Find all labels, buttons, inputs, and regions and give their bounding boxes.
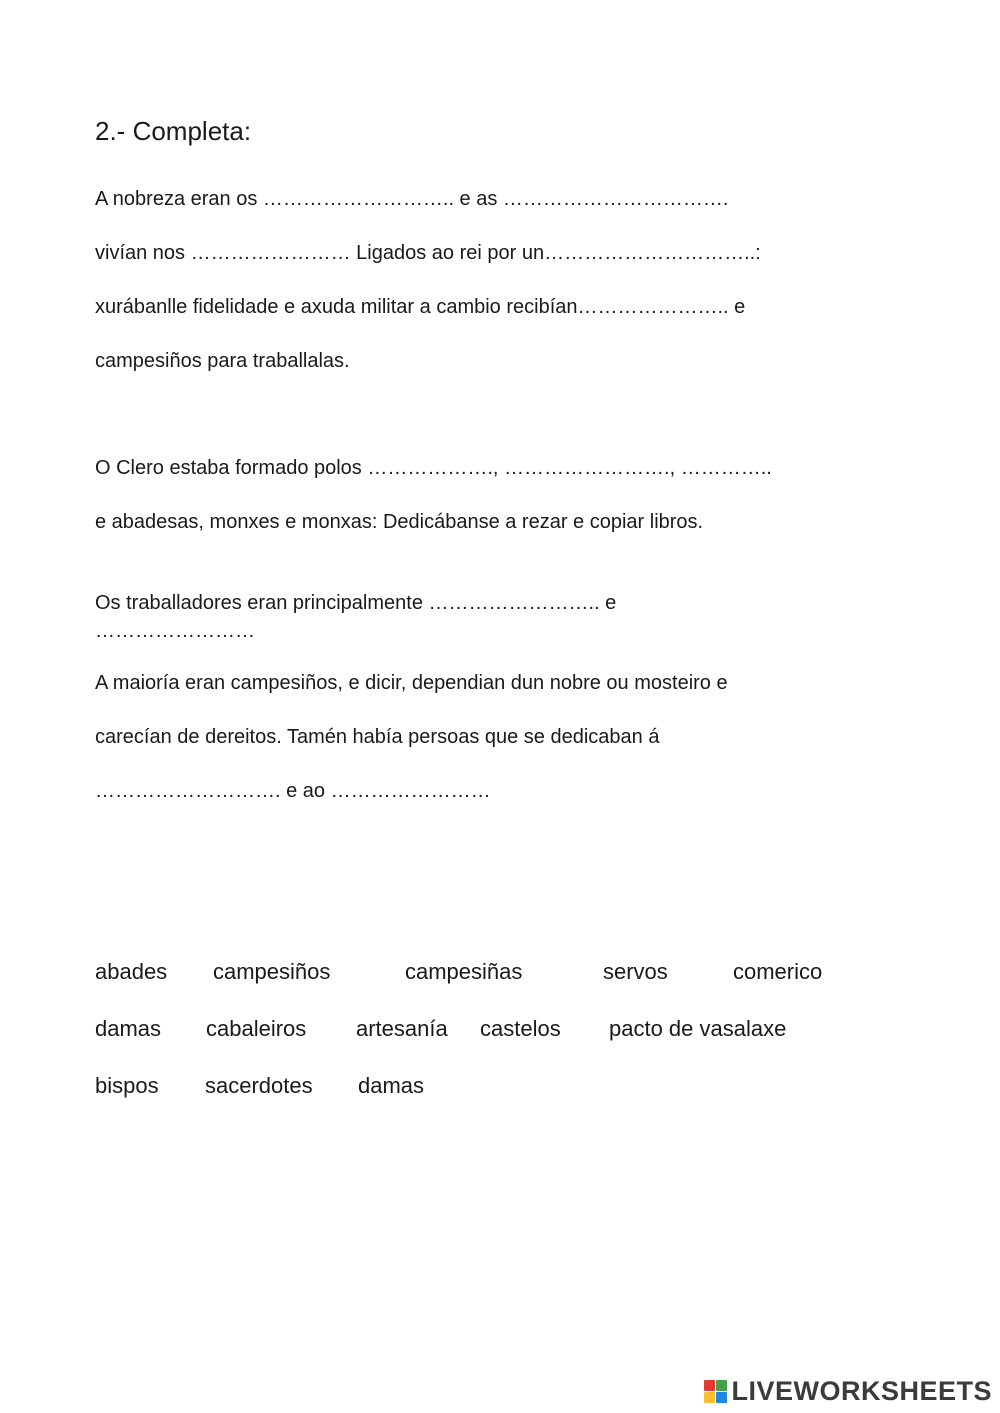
word-bank-item: artesanía: [356, 1016, 448, 1041]
word-bank-item: comerico: [733, 959, 823, 984]
word-bank-item: damas: [358, 1073, 425, 1098]
word-bank-item: castelos: [480, 1016, 561, 1041]
word-bank-item: campesiños: [213, 959, 331, 984]
logo-square: [704, 1392, 715, 1403]
traballadores-line-5: ………………………. e ao ……………………: [95, 780, 491, 802]
traballadores-line-1: Os traballadores eran principalmente …………………….. e: [95, 592, 617, 614]
traballadores-line-3: A maioría eran campesiños, e dicir, dependian dun nobre ou mosteiro e: [95, 672, 728, 694]
traballadores-line-4: carecían de dereitos. Tamén había persoas que se dedicaban á: [95, 726, 660, 748]
nobreza-line-3: xurábanlle fidelidade e axuda militar a cambio recibían………………….. e: [95, 296, 746, 318]
clero-line-2: e abadesas, monxes e monxas: Dedicábanse a rezar e copiar libros.: [95, 511, 704, 533]
nobreza-line-2: vivían nos …………………… Ligados ao rei por un…………………………..:: [95, 242, 761, 264]
word-bank-item: sacerdotes: [205, 1073, 313, 1098]
word-bank-item: servos: [603, 959, 668, 984]
logo-text: LIVEWORKSHEETS: [731, 1375, 992, 1406]
word-bank-item: bispos: [95, 1073, 159, 1098]
word-bank-item: pacto de vasalaxe: [609, 1016, 787, 1041]
logo-square: [704, 1380, 715, 1391]
liveworksheets-logo[interactable]: [704, 1375, 992, 1407]
liveworksheets-mark-icon: [704, 1380, 727, 1403]
exercise-title: 2.- Completa:: [95, 116, 252, 146]
logo-square: [716, 1380, 727, 1391]
nobreza-line-1: A nobreza eran os ……………………….. e as …………………………….: [95, 188, 729, 210]
word-bank-item: abades: [95, 959, 168, 984]
word-bank-item: campesiñas: [405, 959, 523, 984]
logo-square: [716, 1392, 727, 1403]
nobreza-line-4: campesiños para traballalas.: [95, 350, 350, 372]
word-bank-item: cabaleiros: [206, 1016, 307, 1041]
word-bank-item: damas: [95, 1016, 162, 1041]
clero-line-1: O Clero estaba formado polos ………………., ……………………., …………..: [95, 457, 772, 479]
traballadores-line-2: ……………………: [95, 620, 255, 642]
